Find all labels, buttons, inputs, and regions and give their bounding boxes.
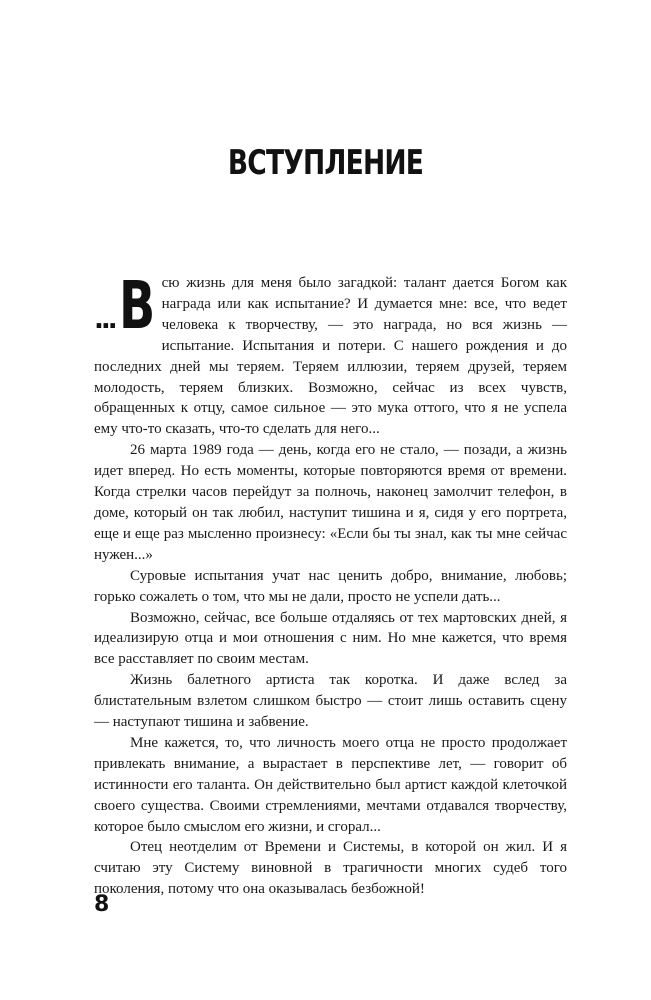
paragraph-2: 26 марта 1989 года — день, когда его не стало, — позади, а жизнь идет вперед. Но есть моменты, которые повторяются время от времени. Когда стрелки часов перейдут за полночь, наконец замолчит телефон, в доме, который он так любил, наступит тишина и я, сидя у его портрета, еще и еще раз мысленно произнесу: «Если бы ты знал, как ты мне сейчас нужен...»: [94, 442, 567, 563]
body-text: [94, 267, 567, 900]
drop-cap-letter: В: [118, 267, 155, 345]
paragraph-1-text: сю жизнь для меня было загадкой: талант дается Богом как награда или как испытание? И думается мне: все, что ведет человека к творчеству, — это награда, но вся жизнь — испытание. Испытания и потери. С нашего рождения и до последних дней мы теряем. Теряем иллюзии, теряем друзей, теряем молодость, теряем близких. Возможно, сейчас из всех чувств, обращенных к отцу, самое сильное — это мука оттого, что я не успела ему что-то сказать, что-то сделать для него...: [94, 275, 567, 438]
paragraph-1: [94, 267, 567, 440]
drop-cap: [94, 267, 155, 345]
chapter-title: ВСТУПЛЕНИЕ: [227, 143, 424, 183]
page-number: 8: [94, 892, 110, 917]
drop-cap-ellipsis: ...: [94, 305, 115, 335]
paragraph-5: Жизнь балетного артиста так коротка. И даже вслед за блистательным взлетом слишком быстро — стоит лишь оставить сцену — наступают тишина и забвение.: [94, 672, 567, 731]
paragraph-4: Возможно, сейчас, все больше отдаляясь от тех мартовских дней, я идеализирую отца и мои отношения с ним. Но мне кажется, что время все расставляет по своим местам.: [94, 609, 567, 668]
paragraph-7: Отец неотделим от Времени и Системы, в которой он жил. И я считаю эту Систему виновной в трагичности многих судеб того поколения, потому что она оказывалась безбожной!: [94, 839, 567, 898]
paragraph-3: Суровые испытания учат нас ценить добро, внимание, любовь; горько сожалеть о том, что мы не дали, просто не успели дать...: [94, 567, 567, 605]
paragraph-6: Мне кажется, то, что личность моего отца не просто продолжает привлекать внимание, а вырастает в перспективе лет, — говорит об истинности его таланта. Он действительно был артист каждой клеточкой своего существа. Своими стремлениями, мечтами отдавался творчеству, которое было смыслом его жизни, и сгорал...: [94, 734, 567, 835]
